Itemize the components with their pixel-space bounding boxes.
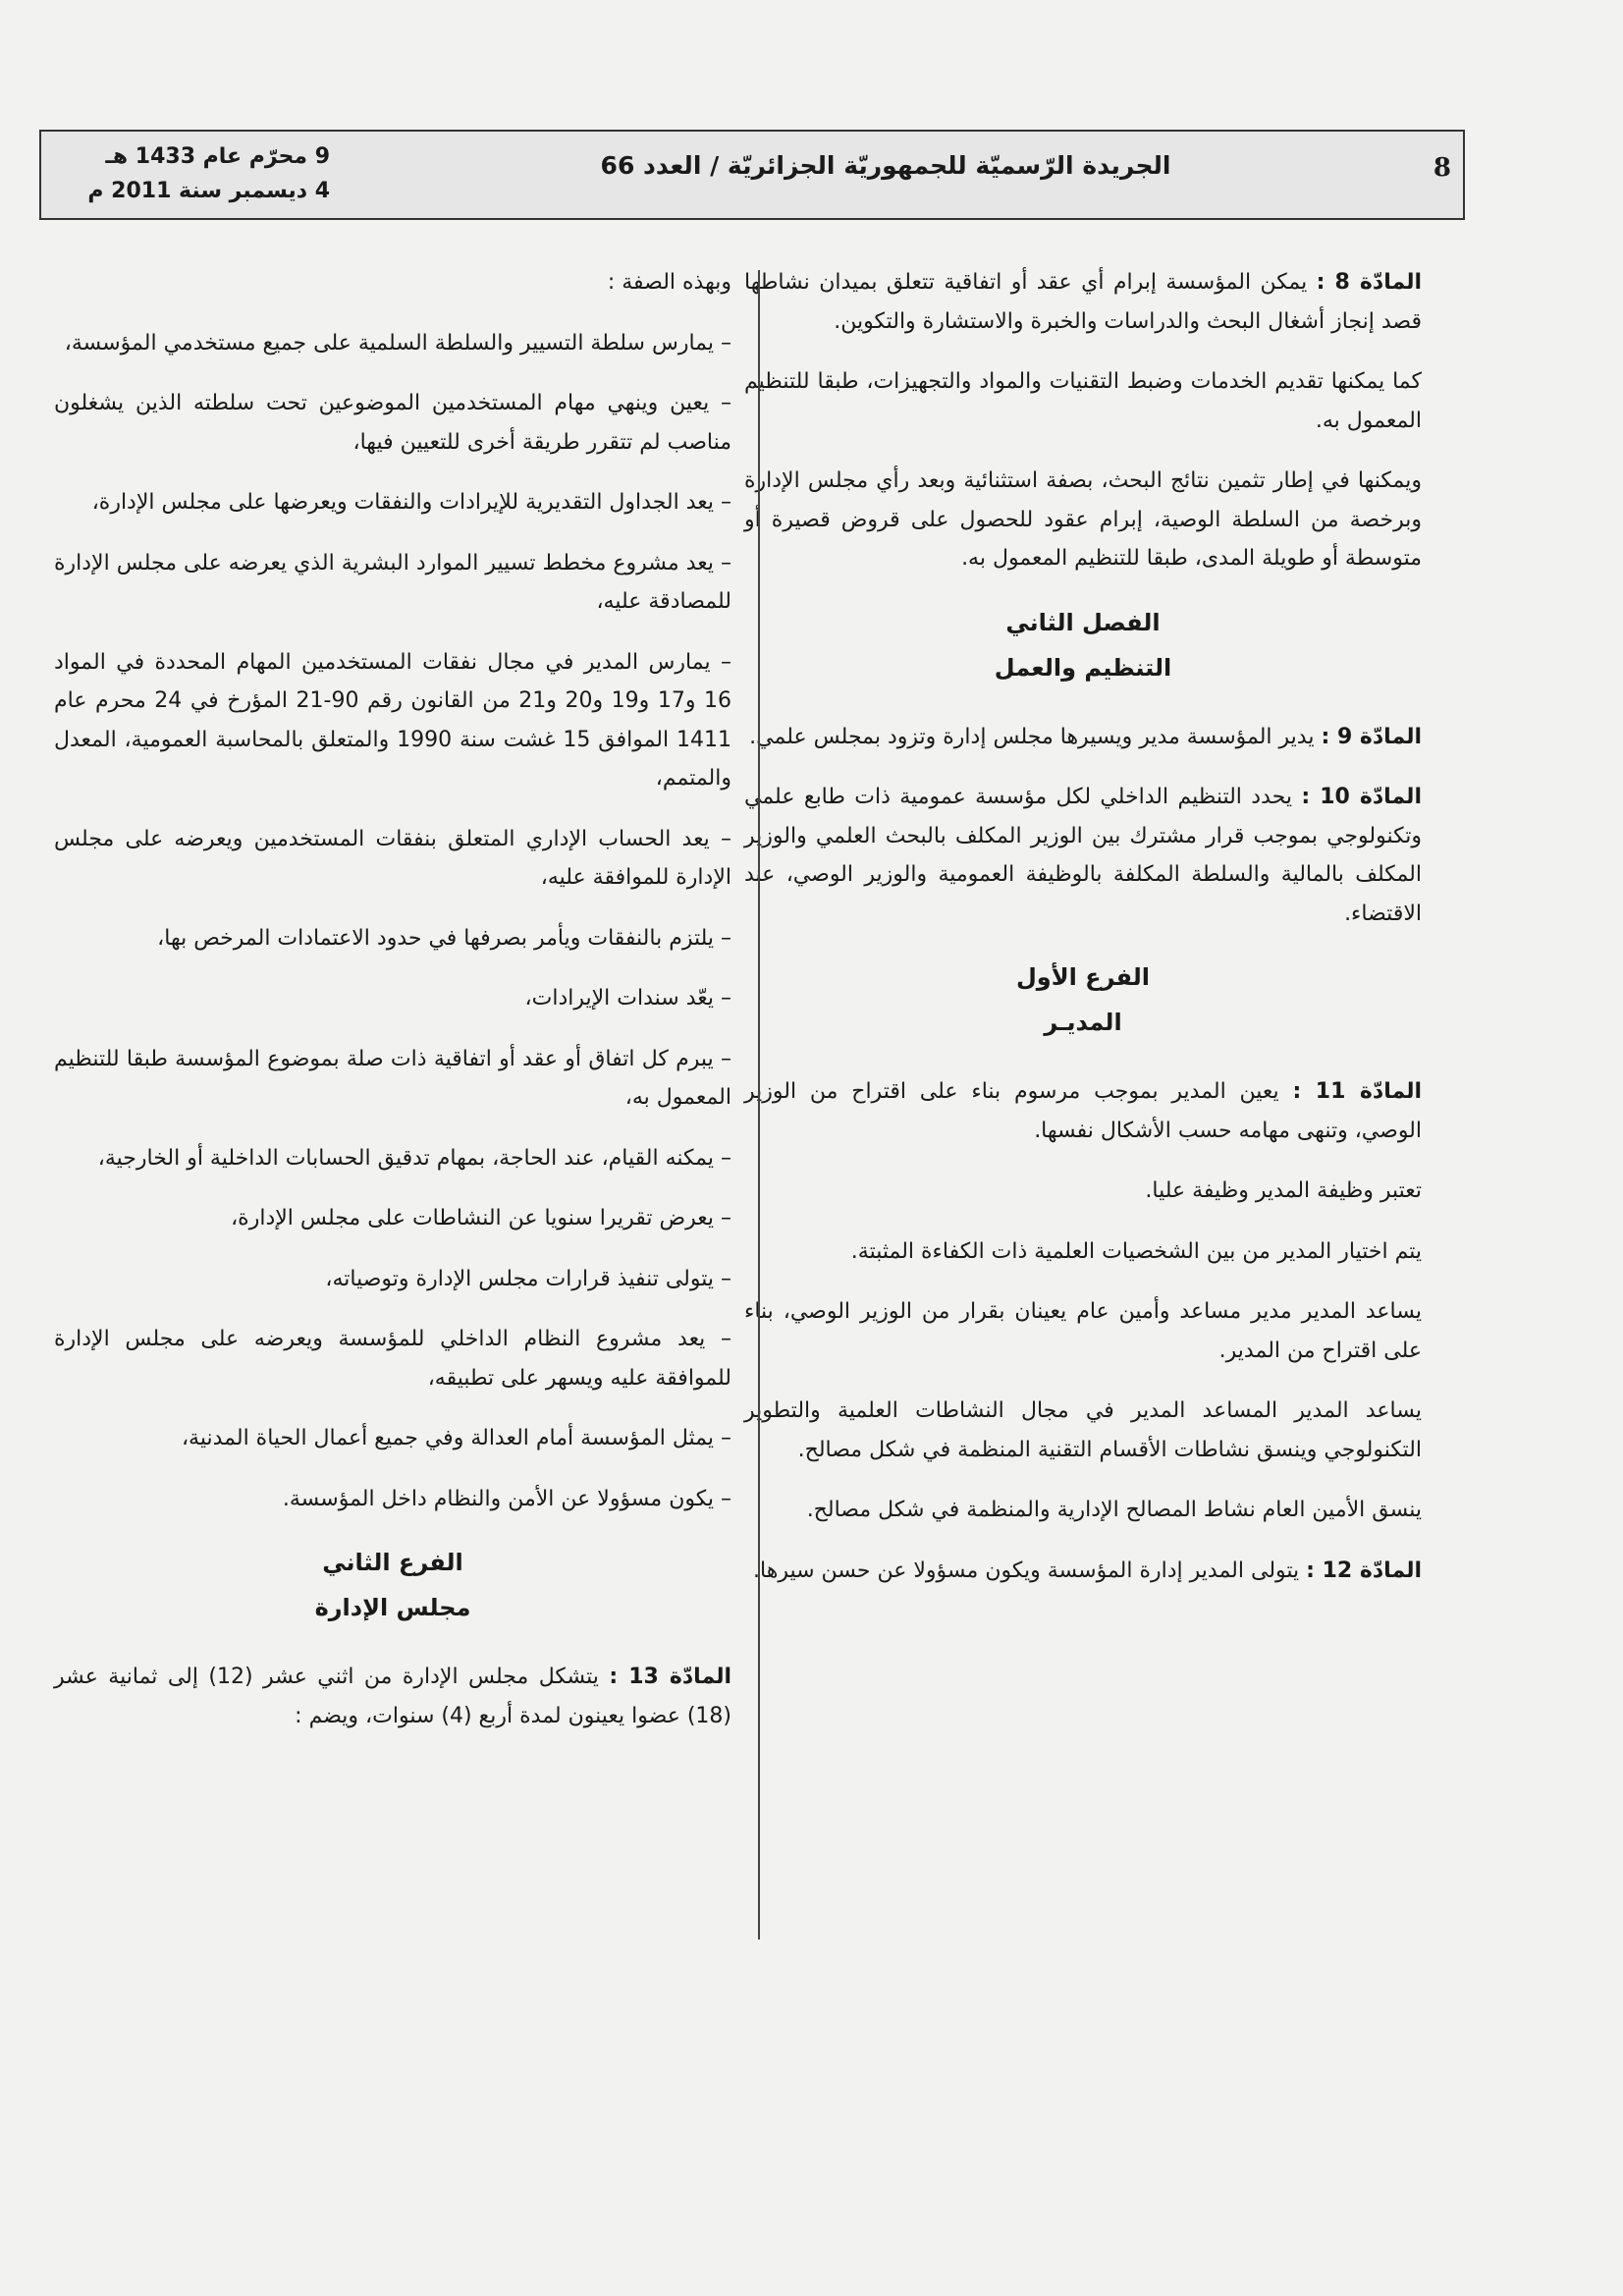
paragraph-text: – يمثل المؤسسة أمام العدالة وفي جميع أعمال الحياة المدنية، bbox=[181, 1426, 731, 1450]
paragraph-text: – يعد الجداول التقديرية للإيرادات والنفقات ويعرضها على مجلس الإدارة، bbox=[91, 490, 731, 515]
paragraph bbox=[54, 820, 731, 898]
column-divider bbox=[758, 270, 760, 1940]
article-label: المادّة 10 : bbox=[1301, 785, 1422, 809]
paragraph-text: – يمكنه القيام، عند الحاجة، بمهام تدقيق الحسابات الداخلية أو الخارجية، bbox=[97, 1145, 731, 1171]
section-heading bbox=[744, 955, 1422, 1045]
paragraph-text: ينسق الأمين العام نشاط المصالح الإدارية والمنظمة في شكل مصالح. bbox=[806, 1498, 1422, 1522]
paragraph bbox=[744, 462, 1422, 578]
date-gregorian: 4 ديسمبر سنة 2011 م bbox=[87, 179, 330, 203]
paragraph-text: – يمارس المدير في مجال نفقات المستخدمين المهام المحددة في المواد 16 و17 و19 و20 و21 من القانون رقم 90-21 المؤرخ في 24 محرم عام 1411 الموافق 15 غشت سنة 1990 والمتعلق بالمحاسبة العمومية، المعدل والمتمم، bbox=[54, 649, 732, 791]
paragraph bbox=[744, 1491, 1422, 1530]
paragraph bbox=[54, 324, 731, 363]
paragraph-text: يساعد المدير المساعد المدير في مجال النشاطات العلمية والتطوير التكنولوجي وينسق نشاطات الأقسام التقنية المنظمة في شكل مصالح. bbox=[744, 1398, 1422, 1462]
paragraph-text: – يمارس سلطة التسيير والسلطة السلمية على جميع مستخدمي المؤسسة، bbox=[64, 330, 731, 355]
section-heading bbox=[54, 1540, 731, 1630]
article-paragraph bbox=[744, 778, 1422, 933]
paragraph-text: – يعّد سندات الإيرادات، bbox=[524, 986, 731, 1011]
paragraph bbox=[744, 362, 1422, 440]
paragraph-text: يتم اختيار المدير من بين الشخصيات العلمية ذات الكفاءة المثبتة. bbox=[850, 1238, 1422, 1264]
left-column bbox=[54, 263, 731, 1757]
page-number: 8 bbox=[1433, 153, 1451, 183]
paragraph-text: يدير المؤسسة مدير ويسيرها مجلس إدارة وتزود بمجلس علمي. bbox=[749, 724, 1322, 749]
paragraph bbox=[54, 483, 731, 522]
paragraph-text: يتشكل مجلس الإدارة من اثني عشر (12) إلى ثمانية عشر (18) عضوا يعينون لمدة أربع (4) سنوات، ويضم : bbox=[54, 1665, 731, 1728]
paragraph-text: كما يمكنها تقديم الخدمات وضبط التقنيات والمواد والتجهيزات، طبقا للتنظيم المعمول به. bbox=[744, 369, 1422, 433]
article-label: المادّة 9 : bbox=[1321, 724, 1422, 749]
heading-line: الفصل الثاني bbox=[1005, 608, 1161, 636]
article-label: المادّة 13 : bbox=[609, 1665, 731, 1689]
article-label: المادّة 8 : bbox=[1316, 270, 1423, 295]
article-paragraph bbox=[744, 718, 1422, 757]
paragraph bbox=[744, 1392, 1422, 1469]
paragraph-text: – يعد مشروع مخطط تسيير الموارد البشرية الذي يعرضه على مجلس الإدارة للمصادقة عليه، bbox=[54, 550, 731, 614]
paragraph bbox=[744, 1172, 1422, 1211]
issue-date bbox=[84, 139, 330, 208]
paragraph-text: ويمكنها في إطار تثمين نتائج البحث، بصفة استثنائية وبعد رأي مجلس الإدارة وبرخصة من السلطة الوصية، إبرام عقود للحصول على قروض قصيرة أو متوسطة أو طويلة المدى، طبقا للتنظيم المعمول به. bbox=[744, 468, 1422, 571]
paragraph-text: – يتولى تنفيذ قرارات مجلس الإدارة وتوصياته، bbox=[325, 1266, 731, 1291]
heading-line: المديـر bbox=[1044, 1009, 1122, 1036]
article-paragraph bbox=[744, 1072, 1422, 1150]
article-label: المادّة 12 : bbox=[1306, 1558, 1422, 1583]
paragraph bbox=[54, 1419, 731, 1458]
heading-line: التنظيم والعمل bbox=[994, 653, 1172, 682]
gazette-title: الجريدة الرّسميّة للجمهوريّة الجزائريّة / العدد 66 bbox=[600, 151, 1171, 180]
article-label: المادّة 11 : bbox=[1292, 1079, 1422, 1104]
paragraph bbox=[54, 1199, 731, 1238]
paragraph bbox=[54, 1480, 731, 1519]
paragraph-text: يساعد المدير مدير مساعد وأمين عام يعينان بقرار من الوزير الوصي، بناء على اقتراح من المدير. bbox=[744, 1299, 1422, 1363]
paragraph-text: – يعد الحساب الإداري المتعلق بنفقات المستخدمين ويعرضه على مجلس الإدارة للموافقة عليه، bbox=[54, 826, 731, 890]
article-paragraph bbox=[744, 1552, 1422, 1591]
paragraph bbox=[54, 1139, 731, 1178]
page-header bbox=[39, 130, 1465, 220]
paragraph-text: يحدد التنظيم الداخلي لكل مؤسسة عمومية ذات طابع علمي وتكنولوجي بموجب قرار مشترك بين الوزير المكلف بالبحث العلمي والوزير المكلف بالمالية والسلطة المكلفة بالوظيفة العمومية والوزير الوصي، عند الاقتضاء. bbox=[744, 785, 1422, 926]
paragraph bbox=[744, 1292, 1422, 1370]
paragraph-text: – يعين وينهي مهام المستخدمين الموضوعين تحت سلطته الذين يشغلون مناصب لم تتقرر طريقة أخرى للتعيين فيها، bbox=[54, 391, 731, 455]
paragraph-text: – يبرم كل اتفاق أو عقد أو اتفاقية ذات صلة بموضوع المؤسسة طبقا للتنظيم المعمول به، bbox=[54, 1046, 731, 1110]
paragraph-text: وبهذه الصفة : bbox=[607, 270, 731, 295]
article-paragraph bbox=[54, 1658, 731, 1735]
paragraph bbox=[54, 1040, 731, 1118]
paragraph-text: يعين المدير بموجب مرسوم بناء على اقتراح من الوزير الوصي، وتنهى مهامه حسب الأشكال نفسها. bbox=[744, 1079, 1422, 1143]
paragraph bbox=[54, 384, 731, 462]
article-paragraph bbox=[744, 263, 1422, 341]
paragraph-text: – يعرض تقريرا سنويا عن النشاطات على مجلس الإدارة، bbox=[231, 1206, 731, 1230]
paragraph bbox=[54, 263, 731, 302]
paragraph-text: يمكن المؤسسة إبرام أي عقد أو اتفاقية تتعلق بميدان نشاطها قصد إنجاز أشغال البحث والدراسات والخبرة والاستشارة والتكوين. bbox=[744, 270, 1422, 334]
paragraph-text: يتولى المدير إدارة المؤسسة ويكون مسؤولا عن حسن سيرها. bbox=[753, 1558, 1307, 1583]
paragraph-text: – يلتزم بالنفقات ويأمر بصرفها في حدود الاعتمادات المرخص بها، bbox=[157, 925, 731, 951]
heading-line: الفرع الثاني bbox=[322, 1549, 463, 1576]
section-heading bbox=[744, 600, 1422, 690]
paragraph bbox=[54, 979, 731, 1018]
paragraph bbox=[54, 544, 731, 622]
paragraph bbox=[744, 1232, 1422, 1272]
right-column bbox=[744, 263, 1422, 1612]
paragraph bbox=[54, 1260, 731, 1299]
heading-line: مجلس الإدارة bbox=[314, 1594, 471, 1621]
heading-line: الفرع الأول bbox=[1015, 963, 1151, 991]
date-hijri: 9 محرّم عام 1433 هـ bbox=[105, 144, 330, 169]
paragraph bbox=[54, 1320, 731, 1397]
paragraph-text: – يكون مسؤولا عن الأمن والنظام داخل المؤسسة. bbox=[282, 1486, 731, 1511]
paragraph-text: تعتبر وظيفة المدير وظيفة عليا. bbox=[1145, 1178, 1422, 1203]
paragraph bbox=[54, 919, 731, 958]
paragraph-text: – يعد مشروع النظام الداخلي للمؤسسة ويعرضه على مجلس الإدارة للموافقة عليه ويسهر على تطبيقه، bbox=[54, 1327, 731, 1391]
paragraph bbox=[54, 643, 731, 798]
